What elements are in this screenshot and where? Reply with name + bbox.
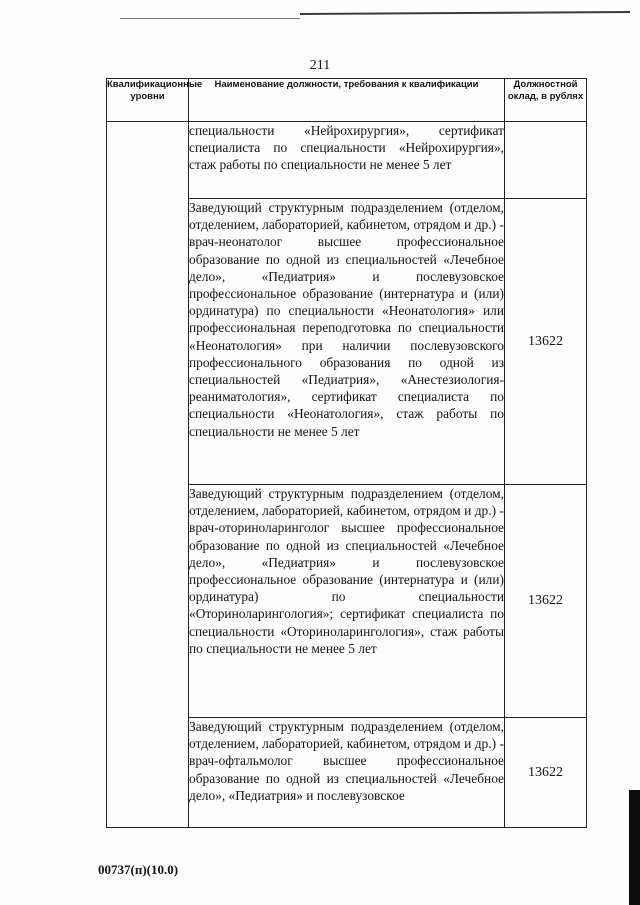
qualification-table: [106, 78, 587, 828]
scan-edge-artifact: [629, 790, 640, 905]
header-salary: Должностной оклад, в рублях: [505, 79, 587, 122]
table-row: [107, 122, 587, 199]
page-number: 211: [309, 58, 331, 73]
header-position-requirements: Наименование должности, требования к квалификации: [189, 79, 505, 122]
requirements-cell: Заведующий структурным подразделением (отделом, отделением, лабораторией, кабинетом, отрядом и др.) - врач-офтальмолог высшее профессиональное образование по одной из специальностей «Лечебное дело», «Педиатрия» и послевузовское: [189, 718, 505, 828]
scan-artifact-line: [300, 11, 630, 15]
requirements-cell: Заведующий структурным подразделением (отделом, отделением, лабораторией, кабинетом, отрядом и др.) - врач-оториноларинголог высшее профессиональное образование по одной из специальностей «Лечебное дело», «Педиатрия» и послевузовское профессиональное образование (интернатура и (или) ординатура) по специальности «Оториноларингология»; сертификат специалиста по специальности «Оториноларингология», стаж работы по специальности не менее 5 лет: [189, 485, 505, 718]
salary-cell: 13622: [505, 199, 587, 485]
table-header-row: [107, 79, 587, 122]
requirements-cell: Заведующий структурным подразделением (отделом, отделением, лабораторией, кабинетом, отрядом и др.) - врач-неонатолог высшее профессиональное образование по одной из специальностей «Лечебное дело», «Педиатрия» и послевузовское профессиональное образование (интернатура и (или) ординатура) по специальности «Неонатология» или профессиональная переподготовка по специальности «Неонатология» при наличии послевузовского профессионального образования по одной из специальностей «Педиатрия», «Анестезиология-реаниматология», сертификат специалиста по специальности «Неонатология», стаж работы по специальности не менее 5 лет: [189, 199, 505, 485]
header-qualification-levels: Квалификационные уровни: [107, 79, 189, 122]
salary-cell: 13622: [505, 718, 587, 828]
requirements-cell: специальности «Нейрохирургия», сертификат специалиста по специальности «Нейрохирургия», стаж работы по специальности не менее 5 лет: [189, 122, 505, 199]
scan-artifact-dash: [120, 18, 300, 19]
qualification-level-cell: [107, 122, 189, 828]
page-code: 00737(п)(10.0): [98, 862, 179, 877]
salary-cell: 13622: [505, 485, 587, 718]
salary-cell: [505, 122, 587, 199]
